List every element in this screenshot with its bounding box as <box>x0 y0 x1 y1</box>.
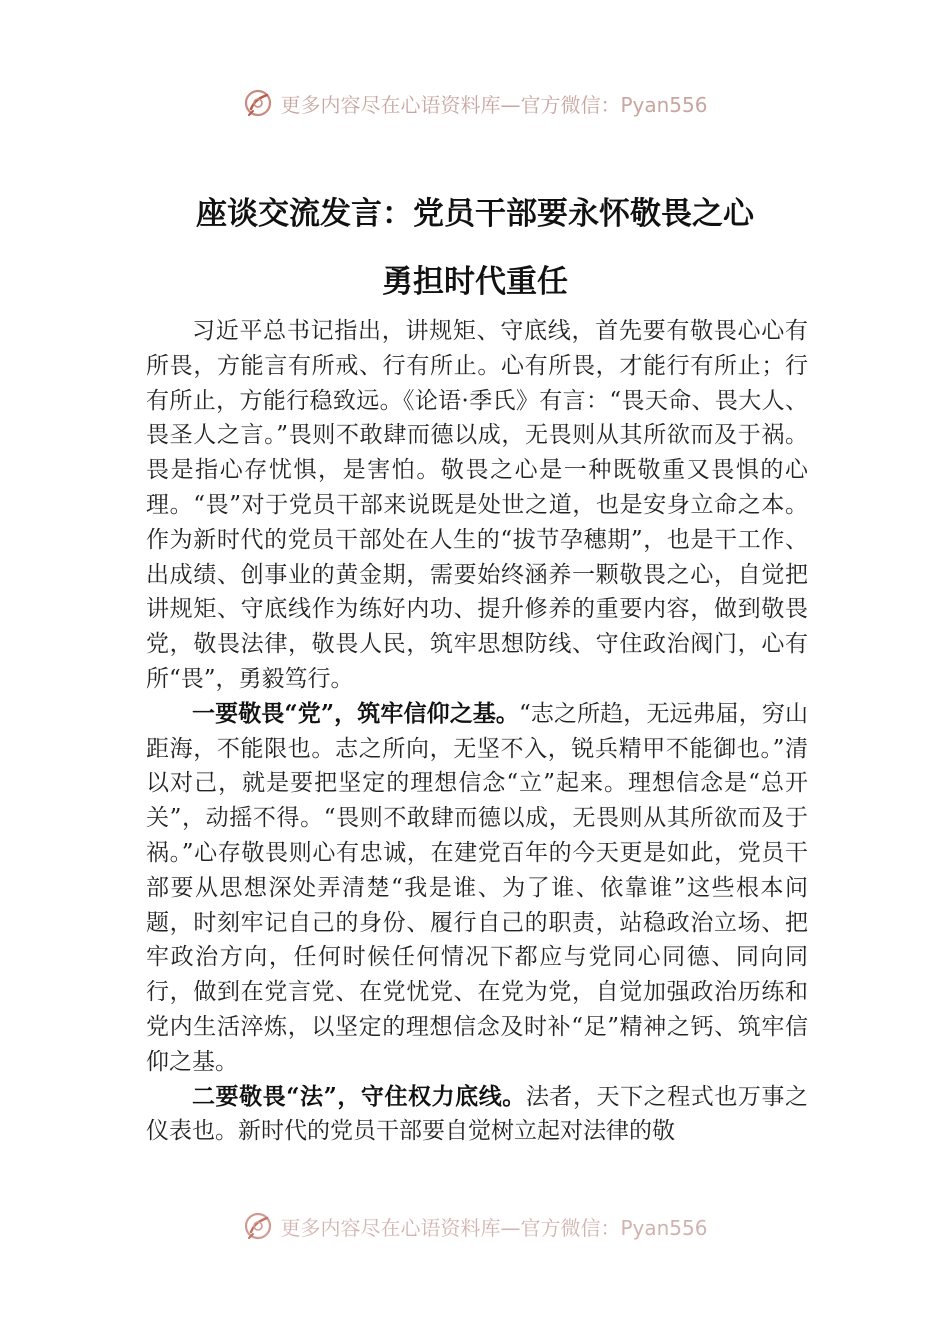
watermark-text: 更多内容尽在心语资料库—官方微信：Pyan556 <box>280 1215 708 1240</box>
paragraph-point-1 <box>146 697 808 1080</box>
paragraph-text: 习近平总书记指出，讲规矩、守底线，首先要有敬畏心心有所畏，方能言有所戒、行有所止。心有所畏，才能行有所止；行有所止，方能行稳致远。《论语·季氏》有言：“畏天命、畏大人、畏圣人之言。”畏则不敢肆而德以成，无畏则从其所欲而及于祸。畏是指心存忧惧，是害怕。敬畏之心是一种既敬重又畏惧的心理。“畏”对于党员干部来说既是处世之道，也是安身立命之本。作为新时代的党员干部处在人生的“拔节孕穗期”，也是干工作、出成绩、创事业的黄金期，需要始终涵养一颗敬畏之心，自觉把讲规矩、守底线作为练好内功、提升修养的重要内容，做到敬畏党，敬畏法律，敬畏人民，筑牢思想防线、守住政治阀门，心有所“畏”，勇毅笃行。 <box>146 318 808 692</box>
paragraph-text: 法者，天下之程式也万事之仪表也。新时代的党员干部要自觉树立起对法律的敬 <box>146 1083 808 1145</box>
pen-swirl-logo-icon <box>242 1210 274 1242</box>
paragraph-intro <box>146 314 808 697</box>
watermark-header <box>0 83 950 123</box>
paragraph-heading: 二要敬畏“法”，守住权力底线。 <box>192 1082 526 1110</box>
watermark-footer <box>0 1206 950 1246</box>
document-title-line-2: 勇担时代重任 <box>382 264 568 300</box>
paragraph-text: “志之所趋，无远弗届，穷山距海，不能限也。志之所向，无坚不入，锐兵精甲不能御也。”清以对己，就是要把坚定的理想信念“立”起来。理想信念是“总开关”，动摇不得。“畏则不敢肆而德以成，无畏则从其所欲而及于祸。”心存敬畏则心有忠诚，在建党百年的今天更是如此，党员干部要从思想深处弄清楚“我是谁、为了谁、依靠谁”这些根本问题，时刻牢记自己的身份、履行自己的职责，站稳政治立场、把牢政治方向，任何时候任何情况下都应与党同心同德、同向同行，做到在党言党、在党忧党、在党为党，自觉加强政治历练和党内生活淬炼，以坚定的理想信念及时补“足”精神之钙、筑牢信仰之基。 <box>146 700 808 1075</box>
paragraph-point-2 <box>146 1080 808 1150</box>
watermark-text: 更多内容尽在心语资料库—官方微信：Pyan556 <box>280 92 708 117</box>
paragraph-heading: 一要敬畏“党”，筑牢信仰之基。 <box>192 699 519 727</box>
document-title-line-1: 座谈交流发言：党员干部要永怀敬畏之心 <box>196 196 754 232</box>
pen-swirl-logo-icon <box>242 87 274 119</box>
document-body <box>146 314 808 1214</box>
